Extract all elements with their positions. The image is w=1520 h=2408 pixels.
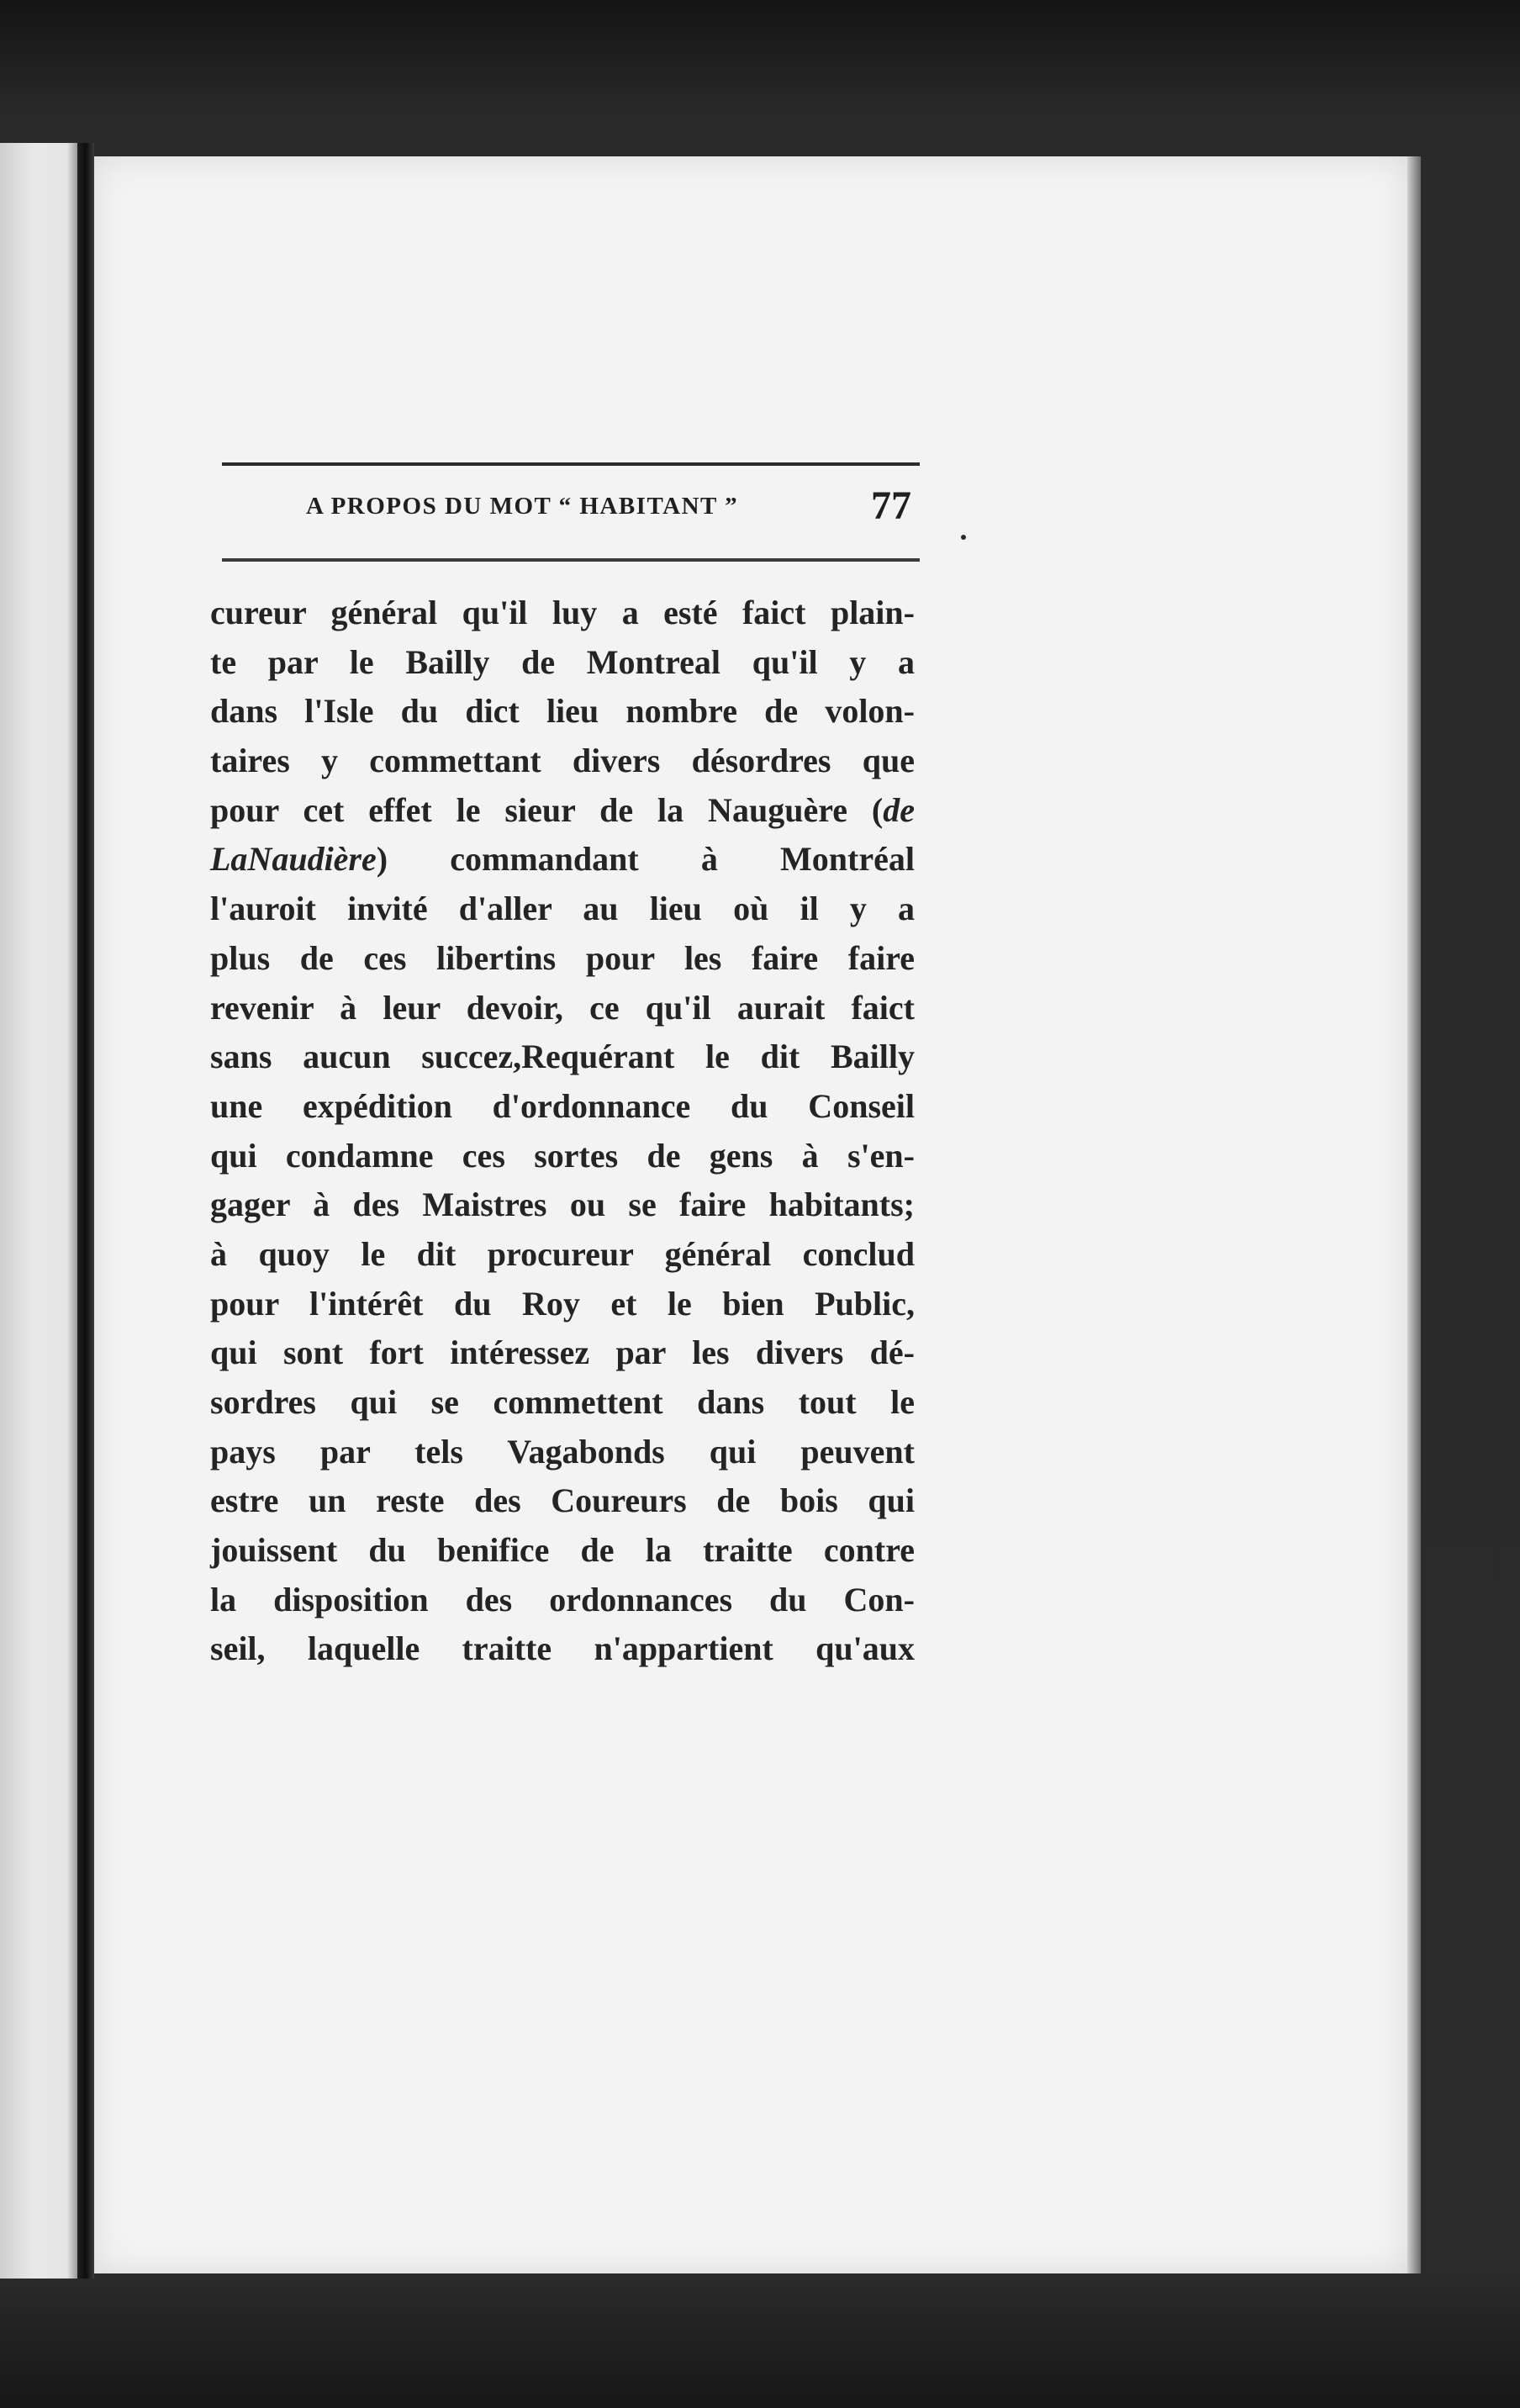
text-line: revenir à leur devoir, ce qu'il aurait faict [210, 988, 915, 1027]
text-line: l'auroit invité d'aller au lieu où il y a [210, 890, 915, 928]
scan-speck [961, 535, 966, 540]
text-line: te par le Bailly de Montreal qu'il y a [210, 642, 915, 681]
text-line: à quoy le dit procureur général conclud [210, 1234, 915, 1273]
text-line: sordres qui se commettent dans tout le [210, 1383, 915, 1421]
italic-text: de [883, 790, 915, 829]
text-line: une expédition d'ordonnance du Conseil [210, 1086, 915, 1125]
text-line: pour l'intérêt du Roy et le bien Public, [210, 1284, 915, 1323]
running-head-title: A PROPOS DU MOT “ HABITANT ” [306, 493, 739, 520]
header-rule-bottom [222, 558, 920, 562]
header-rule-top [222, 462, 920, 466]
previous-page-edge [0, 143, 77, 2279]
text-line: pays par tels Vagabonds qui peuvent [210, 1432, 915, 1471]
text-line: estre un reste des Coureurs de bois qui [210, 1481, 915, 1520]
page-edge-shadow [1407, 156, 1421, 2273]
text-line: qui condamne ces sortes de gens à s'en- [210, 1136, 915, 1175]
page-number: 77 [871, 483, 911, 528]
text-line: sans aucun succez,Requérant le dit Bailly [210, 1038, 915, 1076]
scan-speck [1440, 1907, 1443, 1915]
text-line: gager à des Maistres ou se faire habitants; [210, 1186, 915, 1224]
text-line: pour cet effet le sieur de la Nauguère (de [210, 790, 915, 829]
italic-text: LaNaudière [210, 840, 377, 879]
text-line: dans l'Isle du dict lieu nombre de volon- [210, 692, 915, 731]
text-line: la disposition des ordonnances du Con- [210, 1580, 915, 1619]
text-line: cureur général qu'il luy a esté faict plain- [210, 594, 915, 631]
text-line: taires y commettant divers désordres que [210, 742, 915, 780]
text-line: jouissent du benifice de la traitte contre [210, 1531, 915, 1570]
text-line: qui sont fort intéressez par les divers dé- [210, 1333, 915, 1372]
text-line: plus de ces libertins pour les faire faire [210, 938, 915, 977]
running-head [222, 483, 920, 533]
body-text [210, 589, 915, 1674]
scan-speck [1421, 380, 1424, 383]
text-line: LaNaudière) commandant à Montréal [210, 840, 915, 879]
book-gutter [77, 143, 94, 2279]
text-line: seil, laquelle traitte n'appartient qu'aux [210, 1629, 915, 1668]
